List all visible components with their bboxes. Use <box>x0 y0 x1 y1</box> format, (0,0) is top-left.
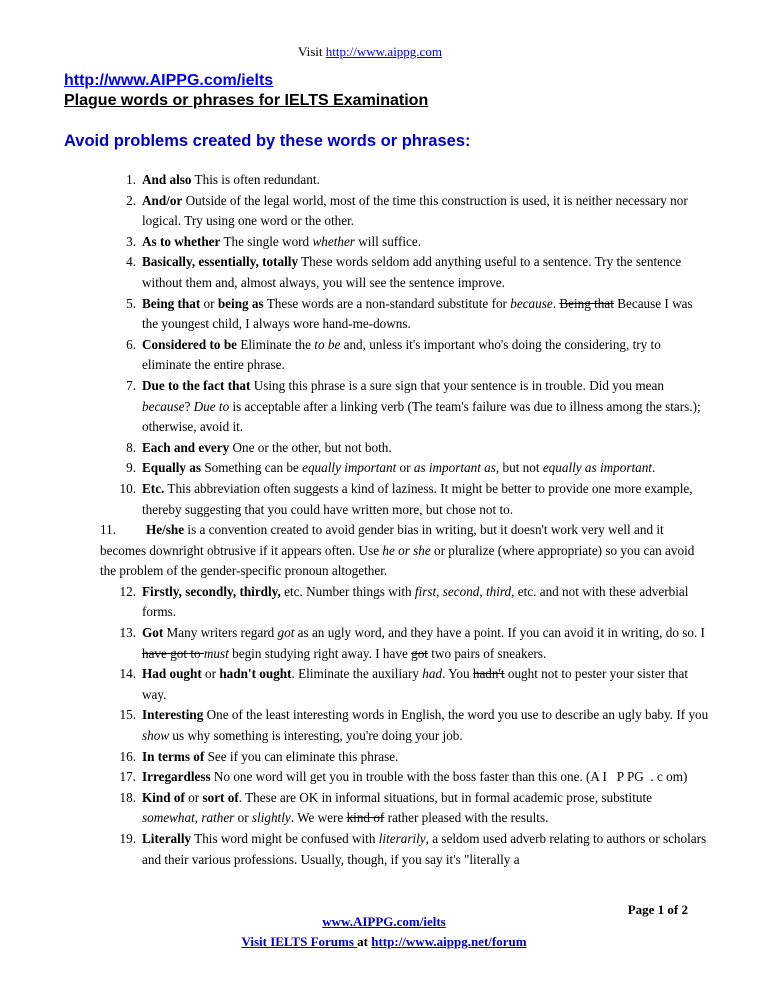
list-item: 2. And/or Outside of the legal world, most of the time this construction is used, it is neither necessary nor logical. Try using one word or the other. <box>126 192 688 229</box>
list-item: 15. Interesting One of the least interesting words in English, the word you use to describe an ugly baby. If you show us why something is interesting, you're doing your job. <box>119 707 709 744</box>
footer-ielts-link-row <box>0 914 768 930</box>
page-header <box>0 44 740 60</box>
footer-forum-label-link[interactable]: Visit IELTS Forums <box>241 934 358 949</box>
footer-forum-link[interactable]: http://www.aippg.net/forum <box>371 934 527 949</box>
visit-prefix: Visit <box>298 44 326 59</box>
list-item: 16. In terms of See if you can eliminate this phrase. <box>119 748 399 764</box>
list-item: 19. Literally This word might be confused with literarily, a seldom used adverb relating to authors or scholars and their various professions. Usually, though, if you say it's "literally a <box>119 831 707 867</box>
list-item: 17. Irregardless No one word will get you in trouble with the boss faster than this one. (A I P PG . c om) <box>119 769 688 785</box>
list-item: 3. As to whether The single word whether will suffice. <box>126 233 421 249</box>
list-item: 1. And also This is often redundant. <box>126 172 320 187</box>
section-heading: Avoid problems created by these words or phrases: <box>64 132 471 150</box>
list-item: 13. Got Many writers regard got as an ugly word, and they have a point. If you can avoid it in writing, do so. I have got to must begin studying right away. I have got two pairs of sneakers. <box>119 625 705 661</box>
list-item: 9. Equally as Something can be equally important or as important as, but not equally as important. <box>126 460 656 476</box>
list-item: 11. He/she is a convention created to avoid gender bias in writing, but it doesn't work very well and it becomes downright obtrusive if it appears often. Use he or she or pluralize (where appropriate) so you can avoid the problem of the gender-specific pronoun altogether. <box>100 522 695 579</box>
list-item: 8. Each and every One or the other, but not both. <box>126 439 392 455</box>
title-url-block <box>64 72 273 90</box>
footer-ielts-link[interactable]: www.AIPPG.com/ielts <box>322 914 446 929</box>
list-item: 6. Considered to be Eliminate the to be and, unless it's important who's doing the considering, try to eliminate the entire phrase. <box>126 336 661 373</box>
page-number: Page 1 of 2 <box>627 902 688 917</box>
header-link[interactable]: http://www.aippg.com <box>325 44 442 59</box>
list-item: 5. Being that or being as These words are a non-standard substitute for because. Being that Because I was the youngest child, I always wore hand-me-downs. <box>126 295 693 332</box>
footer-forum-row <box>0 934 768 950</box>
page-title: Plague words or phrases for IELTS Examination <box>64 92 429 109</box>
title-url-link[interactable]: http://www.AIPPG.com/ielts <box>64 72 274 89</box>
plague-words-list <box>100 170 710 870</box>
list-item: 18. Kind of or sort of. These are OK in informal situations, but in formal academic prose, substitute somewhat, rather or slightly. We were kind of rather pleased with the results. <box>119 789 652 826</box>
list-item: 4. Basically, essentially, totally These words seldom add anything useful to a sentence. Try the sentence without them and, almost always, you will see the sentence improve. <box>126 254 682 290</box>
list-item: 14. Had ought or hadn't ought. Eliminate the auxiliary had. You hadn't ought not to pester your sister that way. <box>119 666 689 702</box>
list-item: 12. Firstly, secondly, thirdly, etc. Number things with first, second, third, etc. and not with these adverbial forms. <box>119 583 689 620</box>
list-item: 7. Due to the fact that Using this phrase is a sure sign that your sentence is in trouble. Did you mean because? Due to is acceptable after a linking verb (The team's failure was due to illness among the stars.); otherwise, avoid it. <box>126 377 701 435</box>
list-item: 10. Etc. This abbreviation often suggests a kind of laziness. It might be better to provide one more example, thereby suggesting that you could have written more, but chose not to. <box>119 480 693 517</box>
footer-at: at <box>357 934 372 949</box>
